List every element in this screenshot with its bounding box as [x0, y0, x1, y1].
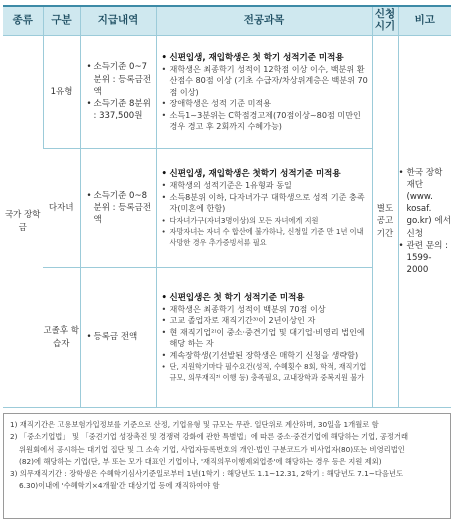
courses-cell: [156, 149, 372, 268]
header-category: 구분: [43, 6, 80, 36]
scholarship-type: 국가 장학금: [3, 36, 43, 408]
remarks-cell: [398, 36, 451, 408]
course-note: • 단, 지원학기마다 필수요건(성적, 수혜횟수 8회, 학적, 재직기업규모, 의무재직³⁾ 이행 등) 충족필요, 교내장학과 중복지원 불가: [162, 361, 369, 383]
table-row: [3, 36, 451, 149]
support-cell: [80, 149, 156, 268]
course-item: • 재학생은 최종학기 성적이 백분위 70점 이상: [162, 304, 369, 315]
footnote-3-cont: 6.30)이내에 '수혜학기×4개월'간 대상기업 등에 재직하여야 함: [19, 481, 220, 491]
footnote-1: 1) 재직기간은 고용보험가입정보를 기준으로 산정, 기업유형 및 규모는 무관. 일단위로 계산하며, 30일을 1개월로 함: [10, 420, 379, 429]
course-item: • 계속장학생(기선발된 장학생은 매학기 신청을 생략함): [162, 350, 369, 361]
footnote-2: 2) 「중소기업법」 및 「중견기업 성장촉진 및 경쟁력 강화에 관한 특별법」에 따른 중소·중견기업에 해당하는 기업, 공정거래: [10, 432, 409, 442]
support-item: • 소득기준 8분위 : 337,500원: [87, 98, 154, 123]
course-heading: • 신편입생, 재입학생은 첫학기 성적기준 미적용: [162, 168, 369, 180]
course-item: • 장애학생은 성적 기준 미적용: [162, 98, 369, 109]
course-item: • 소득8분위 이하, 다자녀가구 대학생으로 성적 기준 충족자(미혼에 한함): [162, 192, 369, 215]
course-item: • 재학생의 성적기준은 1유형과 동일: [162, 180, 369, 191]
support-item: • 소득기준 0~8분위 : 등록금전액: [87, 190, 154, 227]
courses-cell: [156, 268, 372, 408]
header-remarks: 비고: [398, 6, 451, 36]
support-cell: [80, 36, 156, 149]
footnote-2-cont: (82)에 해당하는 기업(단, 부 또는 모가 대표인 기업이나, '재직의무이행제외업종'에 해당하는 경우 등은 지원 제외): [19, 456, 382, 466]
header-period: 신청 시기: [372, 6, 398, 36]
course-note: • 다자녀가구(자녀3명이상)의 모든 자녀에게 지원: [162, 215, 369, 226]
scholarship-table: [3, 5, 451, 408]
support-item: • 소득기준 0~7분위 : 등록금전액: [87, 61, 154, 98]
course-note: • 자망자녀는 자녀 수 합산에 불가하나, 신청일 기준 만 1년 이내 사망한 경우 추가증빙서류 필요: [162, 226, 369, 248]
category-cell: 고졸후 학습자: [43, 268, 80, 408]
application-period: 별도 공고 기간: [372, 36, 398, 408]
footnotes-box: [3, 413, 451, 519]
category-cell: 1유형: [43, 36, 80, 149]
header-courses: 전공과목: [156, 6, 372, 36]
course-item: • 고교 졸업자로 재직기간³⁾이 2년이상인 자: [162, 315, 369, 326]
support-item: • 등록금 전액: [87, 331, 154, 343]
course-item: • 소득1~3분위는 C학점경고제(70점이상~80점 미만인 경우 경고 후 2회까지 수혜가능): [162, 110, 369, 133]
support-cell: [80, 268, 156, 408]
footnote-3: 3) 의무재직기간 : 장학생은 수혜학기심사기준일로부터 1년(1학기 : 해당년도 1.1~12.31, 2학기 : 해당년도 7.1~다음년도: [10, 469, 404, 479]
footnote-2-cont: 위원회에서 공시하는 대기업 집단 및 그 소속 기업, 사업자등록번호의 개인·법인 구분코드가 비사업자(80)또는 비영리법인: [19, 444, 405, 454]
table-header-row: [3, 6, 451, 36]
header-support: 지급내역: [80, 6, 156, 36]
header-type: 종류: [3, 6, 43, 36]
course-heading: • 신편입생, 재입학생은 첫 학기 성적기준 미적용: [162, 52, 369, 64]
course-heading: • 신편입생은 첫 학기 성적기준 미적용: [162, 292, 369, 304]
course-item: • 재학생은 최종학기 성적이 12학점 이상 이수, 백분위 환산점수 80점 이상 (기초 수급자/차상위계층은 백분위 70점 이상): [162, 64, 369, 98]
remark-item: • 관련 문의 : 1599-2000: [399, 240, 452, 277]
category-cell: 다자녀: [43, 149, 80, 268]
courses-cell: [156, 36, 372, 149]
course-item: • 현 재직기업²⁾이 중소·중견기업 및 대기업·비영리 법인에 해당 하는 자: [162, 327, 369, 350]
remark-item: • 한국 장학 재단 (www. kosaf. go.kr) 에서 신청: [399, 167, 452, 240]
